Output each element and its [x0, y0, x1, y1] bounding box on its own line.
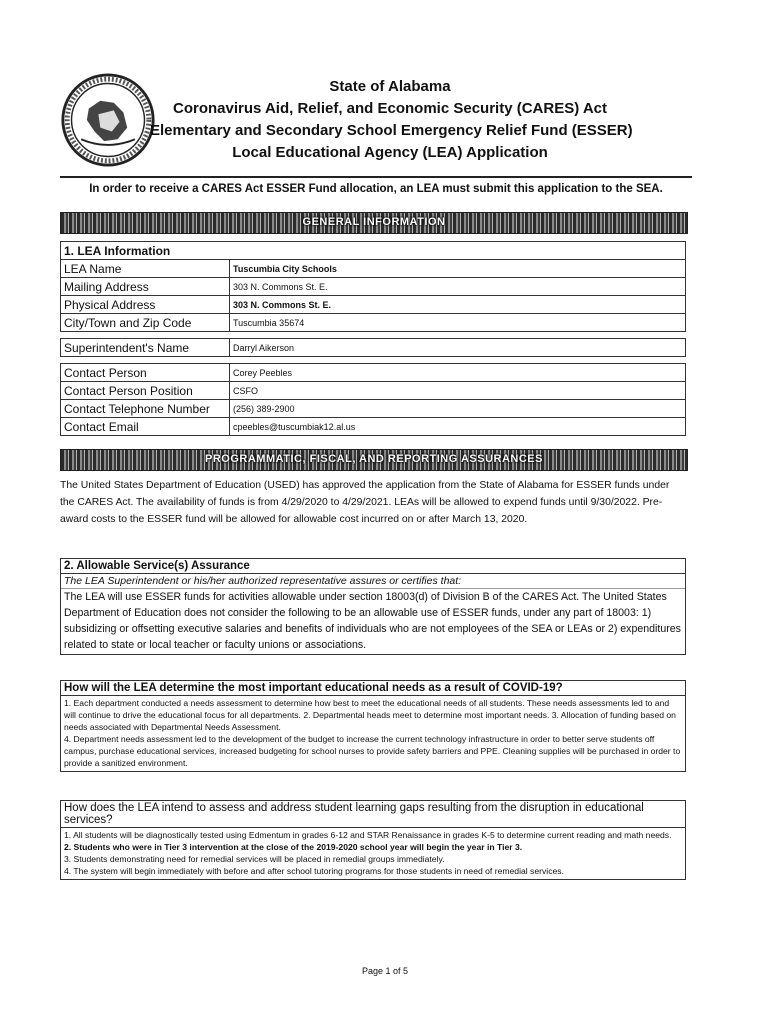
list-item: 4. The system will begin immediately with before and after school tutoring programs for those students in need of remedial services.: [64, 866, 564, 876]
table-row: [61, 278, 686, 296]
list-item: 3. Students demonstrating need for remedial services will be placed in remedial groups immediately.: [64, 854, 445, 864]
row-label: Physical Address: [61, 296, 230, 314]
contact-phone-value: (256) 389-2900: [230, 400, 686, 418]
row-label: City/Town and Zip Code: [61, 314, 230, 332]
header-act: Coronavirus Aid, Relief, and Economic Security (CARES) Act: [173, 100, 607, 117]
physical-address-value: 303 N. Commons St. E.: [230, 296, 686, 314]
table-row: [61, 400, 686, 418]
mailing-address-value: 303 N. Commons St. E.: [230, 278, 686, 296]
needs-answer: [61, 696, 685, 771]
educational-needs-section: [60, 680, 686, 772]
row-label: Contact Person: [61, 364, 230, 382]
lea-info-section-title: 1. LEA Information: [61, 242, 686, 260]
row-label: LEA Name: [61, 260, 230, 278]
banner-title: PROGRAMMATIC, FISCAL, AND REPORTING ASSURANCES: [205, 453, 543, 465]
list-item: 2. Students who were in Tier 3 intervention at the close of the 2019-2020 school year will begin the year in Tier 3.: [64, 842, 523, 852]
intro-text: In order to receive a CARES Act ESSER Fund allocation, an LEA must submit this application to the SEA.: [89, 183, 663, 195]
row-label: Superintendent's Name: [61, 339, 230, 357]
header-divider: [60, 176, 692, 178]
table-row: [61, 314, 686, 332]
learning-gaps-section: [60, 800, 686, 880]
assurance-body: The LEA will use ESSER funds for activities allowable under section 18003(d) of Division B of the CARES Act. The United States Department of Education does not consider the following to be an allowable use of ESSER funds, under any part of 18003: 1) subsidizing or offsetting executive salaries and benefits of individuals who are not employees of the SEA or LEAs or 2) expenditures related to state or local teacher or faculty unions or associations.: [61, 588, 685, 654]
table-row: [61, 382, 686, 400]
header-state: State of Alabama: [329, 78, 451, 95]
contact-email-value: cpeebles@tuscumbiak12.al.us: [230, 418, 686, 436]
header-fund: Elementary and Secondary School Emergency Relief Fund (ESSER): [150, 122, 633, 139]
needs-question: How will the LEA determine the most important educational needs as a result of COVID-19?: [61, 681, 685, 696]
assurances-banner: [60, 449, 688, 471]
table-row: [61, 418, 686, 436]
table-row: [61, 296, 686, 314]
document-header: [150, 76, 633, 164]
contact-position-value: CSFO: [230, 382, 686, 400]
gaps-answer: [61, 828, 685, 879]
needs-answer-part1: 1. Each department conducted a needs assessment to determine how best to meet the educational needs of all students. These needs assessments led to and will continue to drive the educational focus for all departments. 2. Departmental heads meet to determine most important needs. 3. Allocation of funding based on needs associated with Departmental Needs Assessment.: [64, 698, 676, 732]
row-label: Mailing Address: [61, 278, 230, 296]
lea-information-table: [60, 241, 686, 436]
needs-answer-part2: 4. Department needs assessment led to the development of the budget to increase the current technology infrastructure in order to better serve students off campus, purchase educational services, increased budgeting for school nurses to provide safety barriers and PPE. Cleaning supplies will be purchased in order to provide a sanitized environment.: [64, 734, 681, 768]
table-row: [61, 339, 686, 357]
superintendent-value: Darryl Aikerson: [230, 339, 686, 357]
assurance-title: 2. Allowable Service(s) Assurance: [61, 559, 685, 574]
city-zip-value: Tuscumbia 35674: [230, 314, 686, 332]
row-label: Contact Person Position: [61, 382, 230, 400]
header-application: Local Educational Agency (LEA) Application: [232, 144, 548, 161]
table-row: [61, 364, 686, 382]
page-number: Page 1 of 5: [361, 966, 409, 976]
banner-title: GENERAL INFORMATION: [302, 216, 446, 228]
list-item: 1. All students will be diagnostically tested using Edmentum in grades 6-12 and STAR Renaissance in grades K-5 to determine current reading and math needs.: [64, 830, 672, 840]
row-label: Contact Telephone Number: [61, 400, 230, 418]
assurance-subtitle: The LEA Superintendent or his/her authorized representative assures or certifies that:: [64, 575, 462, 587]
lea-name-value: Tuscumbia City Schools: [230, 260, 686, 278]
allowable-services-assurance: [60, 558, 686, 655]
general-information-banner: [60, 212, 688, 234]
table-row: [61, 260, 686, 278]
state-seal-icon: [60, 72, 156, 168]
usde-approval-paragraph: The United States Department of Education (USED) has approved the application from the State of Alabama for ESSER funds under the CARES Act. The availability of funds is from 4/29/2020 to 4/29/2021. LEAs will be allowed to expend funds until 9/30/2022. Pre-award costs to the ESSER fund will be allowed for allowable cost incurred on or after March 13, 2020.: [60, 480, 670, 525]
contact-person-value: Corey Peebles: [230, 364, 686, 382]
gaps-question: How does the LEA intend to assess and address student learning gaps resulting from the disruption in educational services?: [61, 801, 685, 828]
row-label: Contact Email: [61, 418, 230, 436]
